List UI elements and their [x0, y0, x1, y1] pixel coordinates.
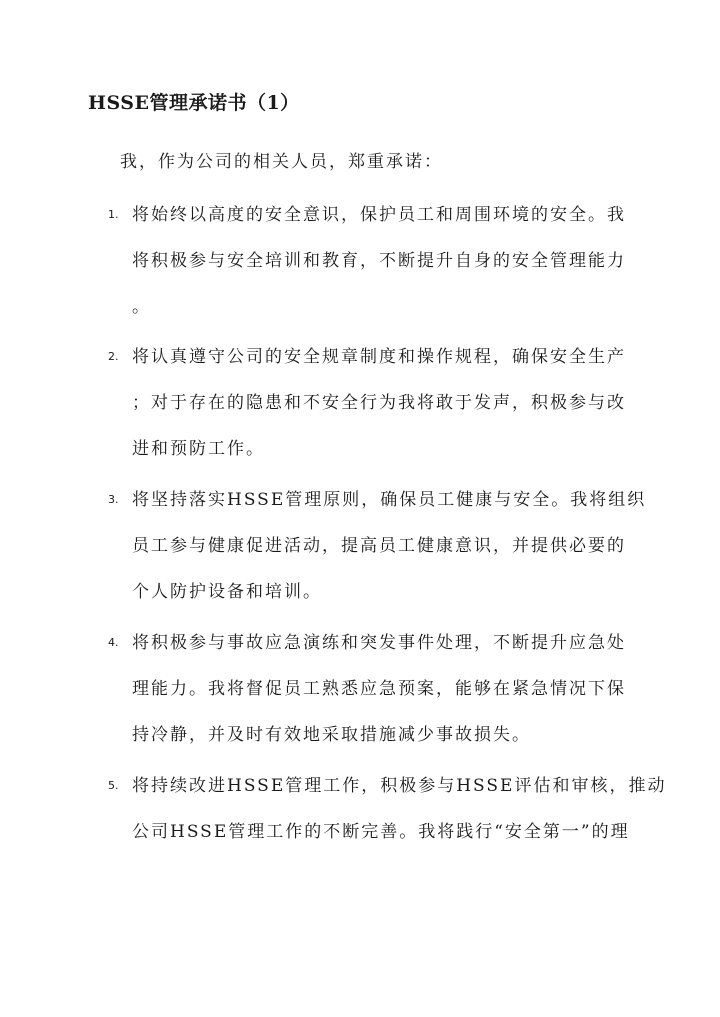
item-line: 将积极参与事故应急演练和突发事件处理，不断提升应急处: [132, 633, 626, 653]
item-line: 员工参与健康促进活动，提高员工健康意识，并提供必要的: [132, 536, 626, 556]
item-line: 进和预防工作。: [132, 439, 265, 459]
item-line: 持冷静，并及时有效地采取措施减少事故损失。: [132, 725, 531, 745]
item-line: 理能力。我将督促员工熟悉应急预案，能够在紧急情况下保: [132, 679, 626, 699]
intro-paragraph: 我，作为公司的相关人员，郑重承诺：: [120, 152, 443, 172]
item-number: 1.: [108, 208, 119, 221]
item-number: 4.: [108, 636, 119, 649]
item-line: ；对于存在的隐患和不安全行为我将敢于发声，积极参与改: [132, 393, 626, 413]
item-number: 3.: [108, 493, 119, 506]
item-number: 2.: [108, 350, 119, 363]
item-line: 将持续改进HSSE管理工作，积极参与HSSE评估和审核，推动: [132, 776, 667, 796]
item-line: 个人防护设备和培训。: [132, 582, 322, 602]
item-line: 将积极参与安全培训和教育，不断提升自身的安全管理能力: [132, 251, 626, 271]
item-line: 将坚持落实HSSE管理原则，确保员工健康与安全。我将组织: [132, 490, 647, 510]
item-number: 5.: [108, 779, 119, 792]
item-line: 。: [132, 297, 151, 317]
item-line: 公司HSSE管理工作的不断完善。我将践行“安全第一”的理: [132, 822, 630, 842]
item-line: 将认真遵守公司的安全规章制度和操作规程，确保安全生产: [132, 347, 626, 367]
document-title: HSSE管理承诺书（1）: [88, 92, 300, 114]
item-line: 将始终以高度的安全意识，保护员工和周围环境的安全。我: [132, 205, 626, 225]
